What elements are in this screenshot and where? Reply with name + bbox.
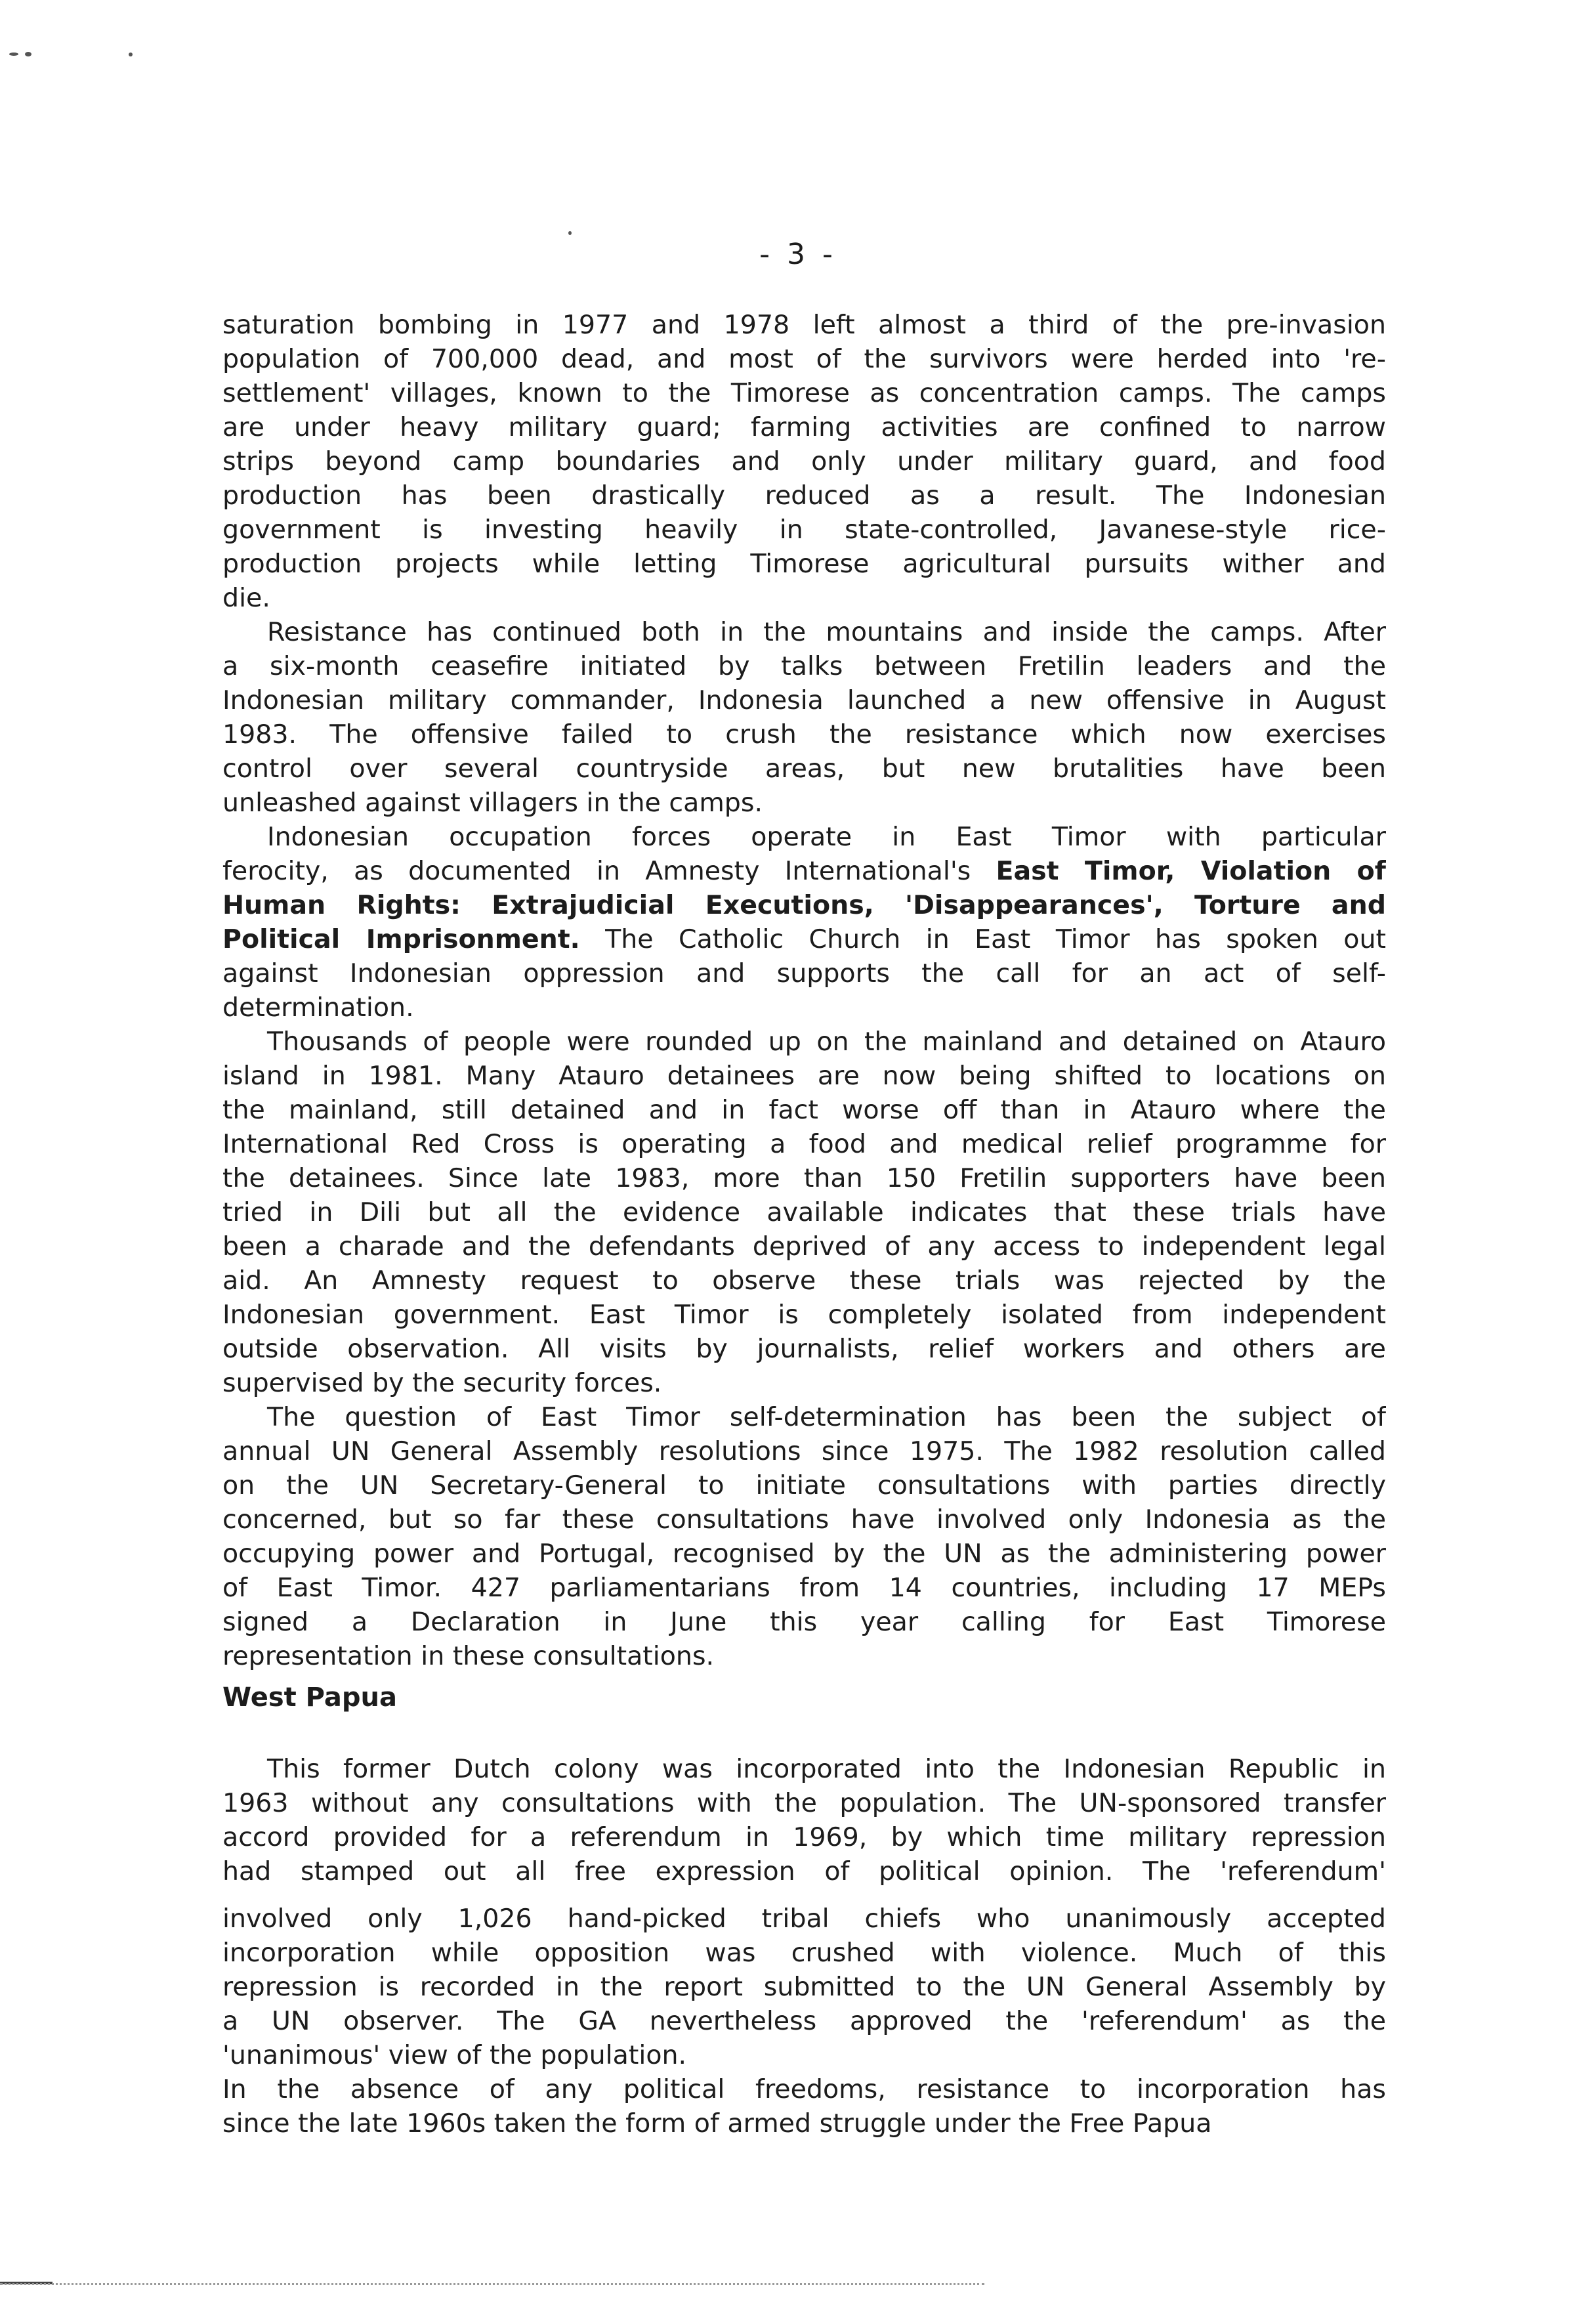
text-line: concerned, but so far these consultations have involved only Indonesia as the	[222, 1504, 1386, 1535]
text-line: aid. An Amnesty request to observe these trials was rejected by the	[222, 1266, 1386, 1296]
text-line: signed a Declaration in June this year calling for East Timorese	[222, 1607, 1386, 1637]
text-line: The question of East Timor self-determination has been the subject of	[267, 1402, 1386, 1432]
text-line: incorporation while opposition was crushed with violence. Much of this	[222, 1938, 1386, 1968]
text-line: die.	[222, 583, 270, 613]
scan-speck	[25, 52, 32, 56]
text-line: government is investing heavily in state-controlled, Javanese-style rice-	[222, 515, 1386, 545]
text-line: settlement' villages, known to the Timorese as concentration camps. The camps	[222, 378, 1386, 408]
text-line: Indonesian occupation forces operate in East Timor with particular	[267, 822, 1386, 852]
report-title: Political Imprisonment.	[222, 924, 580, 954]
scan-bottom-rule	[0, 2283, 984, 2285]
body-text-west-papua	[222, 1752, 1386, 2141]
text-line: control over several countryside areas, but new brutalities have been	[222, 754, 1386, 784]
text-line: 'unanimous' view of the population.	[222, 2040, 687, 2070]
report-title: Human Rights: Extrajudicial Executions, 'Disappearances', Torture and	[222, 890, 1386, 920]
text-line	[222, 922, 1386, 956]
text-line: outside observation. All visits by journalists, relief workers and others are	[222, 1334, 1386, 1364]
text-line: In the absence of any political freedoms, resistance to incorporation has	[222, 2074, 1386, 2104]
text-line: annual UN General Assembly resolutions since 1975. The 1982 resolution called	[222, 1436, 1386, 1466]
text-line: unleashed against villagers in the camps.	[222, 788, 763, 818]
text-line: production has been drastically reduced as a result. The Indonesian	[222, 480, 1386, 511]
text-line: tried in Dili but all the evidence available indicates that these trials have	[222, 1197, 1386, 1227]
text-line: repression is recorded in the report submitted to the UN General Assembly by	[222, 1972, 1386, 2002]
text-line: on the UN Secretary-General to initiate consultations with parties directly	[222, 1470, 1386, 1501]
section-heading-west-papua: West Papua	[222, 1682, 398, 1713]
text-line: are under heavy military guard; farming activities are confined to narrow	[222, 412, 1386, 442]
text-line: Indonesian military commander, Indonesia launched a new offensive in August	[222, 685, 1386, 715]
text-line: against Indonesian oppression and supports the call for an act of self-	[222, 958, 1386, 989]
text-line: population of 700,000 dead, and most of the survivors were herded into 're-	[222, 344, 1386, 374]
text-line: Resistance has continued both in the mountains and inside the camps. After	[267, 617, 1386, 647]
text-line: determination.	[222, 992, 414, 1023]
text-line: 1963 without any consultations with the population. The UN-sponsored transfer	[222, 1788, 1386, 1818]
text-line: occupying power and Portugal, recognised by the UN as the administering power	[222, 1539, 1386, 1569]
text-line: representation in these consultations.	[222, 1641, 715, 1671]
text-line: involved only 1,026 hand-picked tribal chiefs who unanimously accepted	[222, 1904, 1386, 1934]
scan-speck	[129, 53, 133, 56]
text-line: Indonesian government. East Timor is completely isolated from independent	[222, 1300, 1386, 1330]
report-title: East Timor, Violation of	[996, 856, 1386, 886]
text-line: had stamped out all free expression of political opinion. The 'referendum'	[222, 1856, 1386, 1887]
text-run: ferocity, as documented in Amnesty International's	[222, 856, 996, 886]
text-line: strips beyond camp boundaries and only under military guard, and food	[222, 446, 1386, 477]
text-line: International Red Cross is operating a food and medical relief programme for	[222, 1129, 1386, 1159]
text-line: been a charade and the defendants deprived of any access to independent legal	[222, 1231, 1386, 1262]
scan-speck	[9, 53, 18, 56]
text-line: This former Dutch colony was incorporated into the Indonesian Republic in	[267, 1754, 1386, 1784]
body-text-east-timor	[222, 308, 1386, 1673]
text-run: The Catholic Church in East Timor has spoken out	[579, 924, 1386, 954]
text-line: since the late 1960s taken the form of armed struggle under the Free Papua	[222, 2108, 1212, 2139]
scan-speck	[568, 231, 572, 235]
text-line: saturation bombing in 1977 and 1978 left almost a third of the pre-invasion	[222, 310, 1386, 340]
text-line: production projects while letting Timorese agricultural pursuits wither and	[222, 549, 1386, 579]
text-line: the mainland, still detained and in fact worse off than in Atauro where the	[222, 1095, 1386, 1125]
page-number: - 3 -	[759, 238, 837, 271]
text-line: the detainees. Since late 1983, more than 150 Fretilin supporters have been	[222, 1163, 1386, 1193]
text-line: 1983. The offensive failed to crush the resistance which now exercises	[222, 719, 1386, 750]
text-line: a UN observer. The GA nevertheless approved the 'referendum' as the	[222, 2006, 1386, 2036]
text-line: a six-month ceasefire initiated by talks between Fretilin leaders and the	[222, 651, 1386, 681]
text-line: Thousands of people were rounded up on the mainland and detained on Atauro	[267, 1027, 1386, 1057]
text-line: island in 1981. Many Atauro detainees are now being shifted to locations on	[222, 1061, 1386, 1091]
text-line	[222, 854, 1386, 888]
text-line: accord provided for a referendum in 1969, by which time military repression	[222, 1822, 1386, 1852]
text-line: supervised by the security forces.	[222, 1368, 662, 1398]
text-line: of East Timor. 427 parliamentarians from 14 countries, including 17 MEPs	[222, 1573, 1386, 1603]
